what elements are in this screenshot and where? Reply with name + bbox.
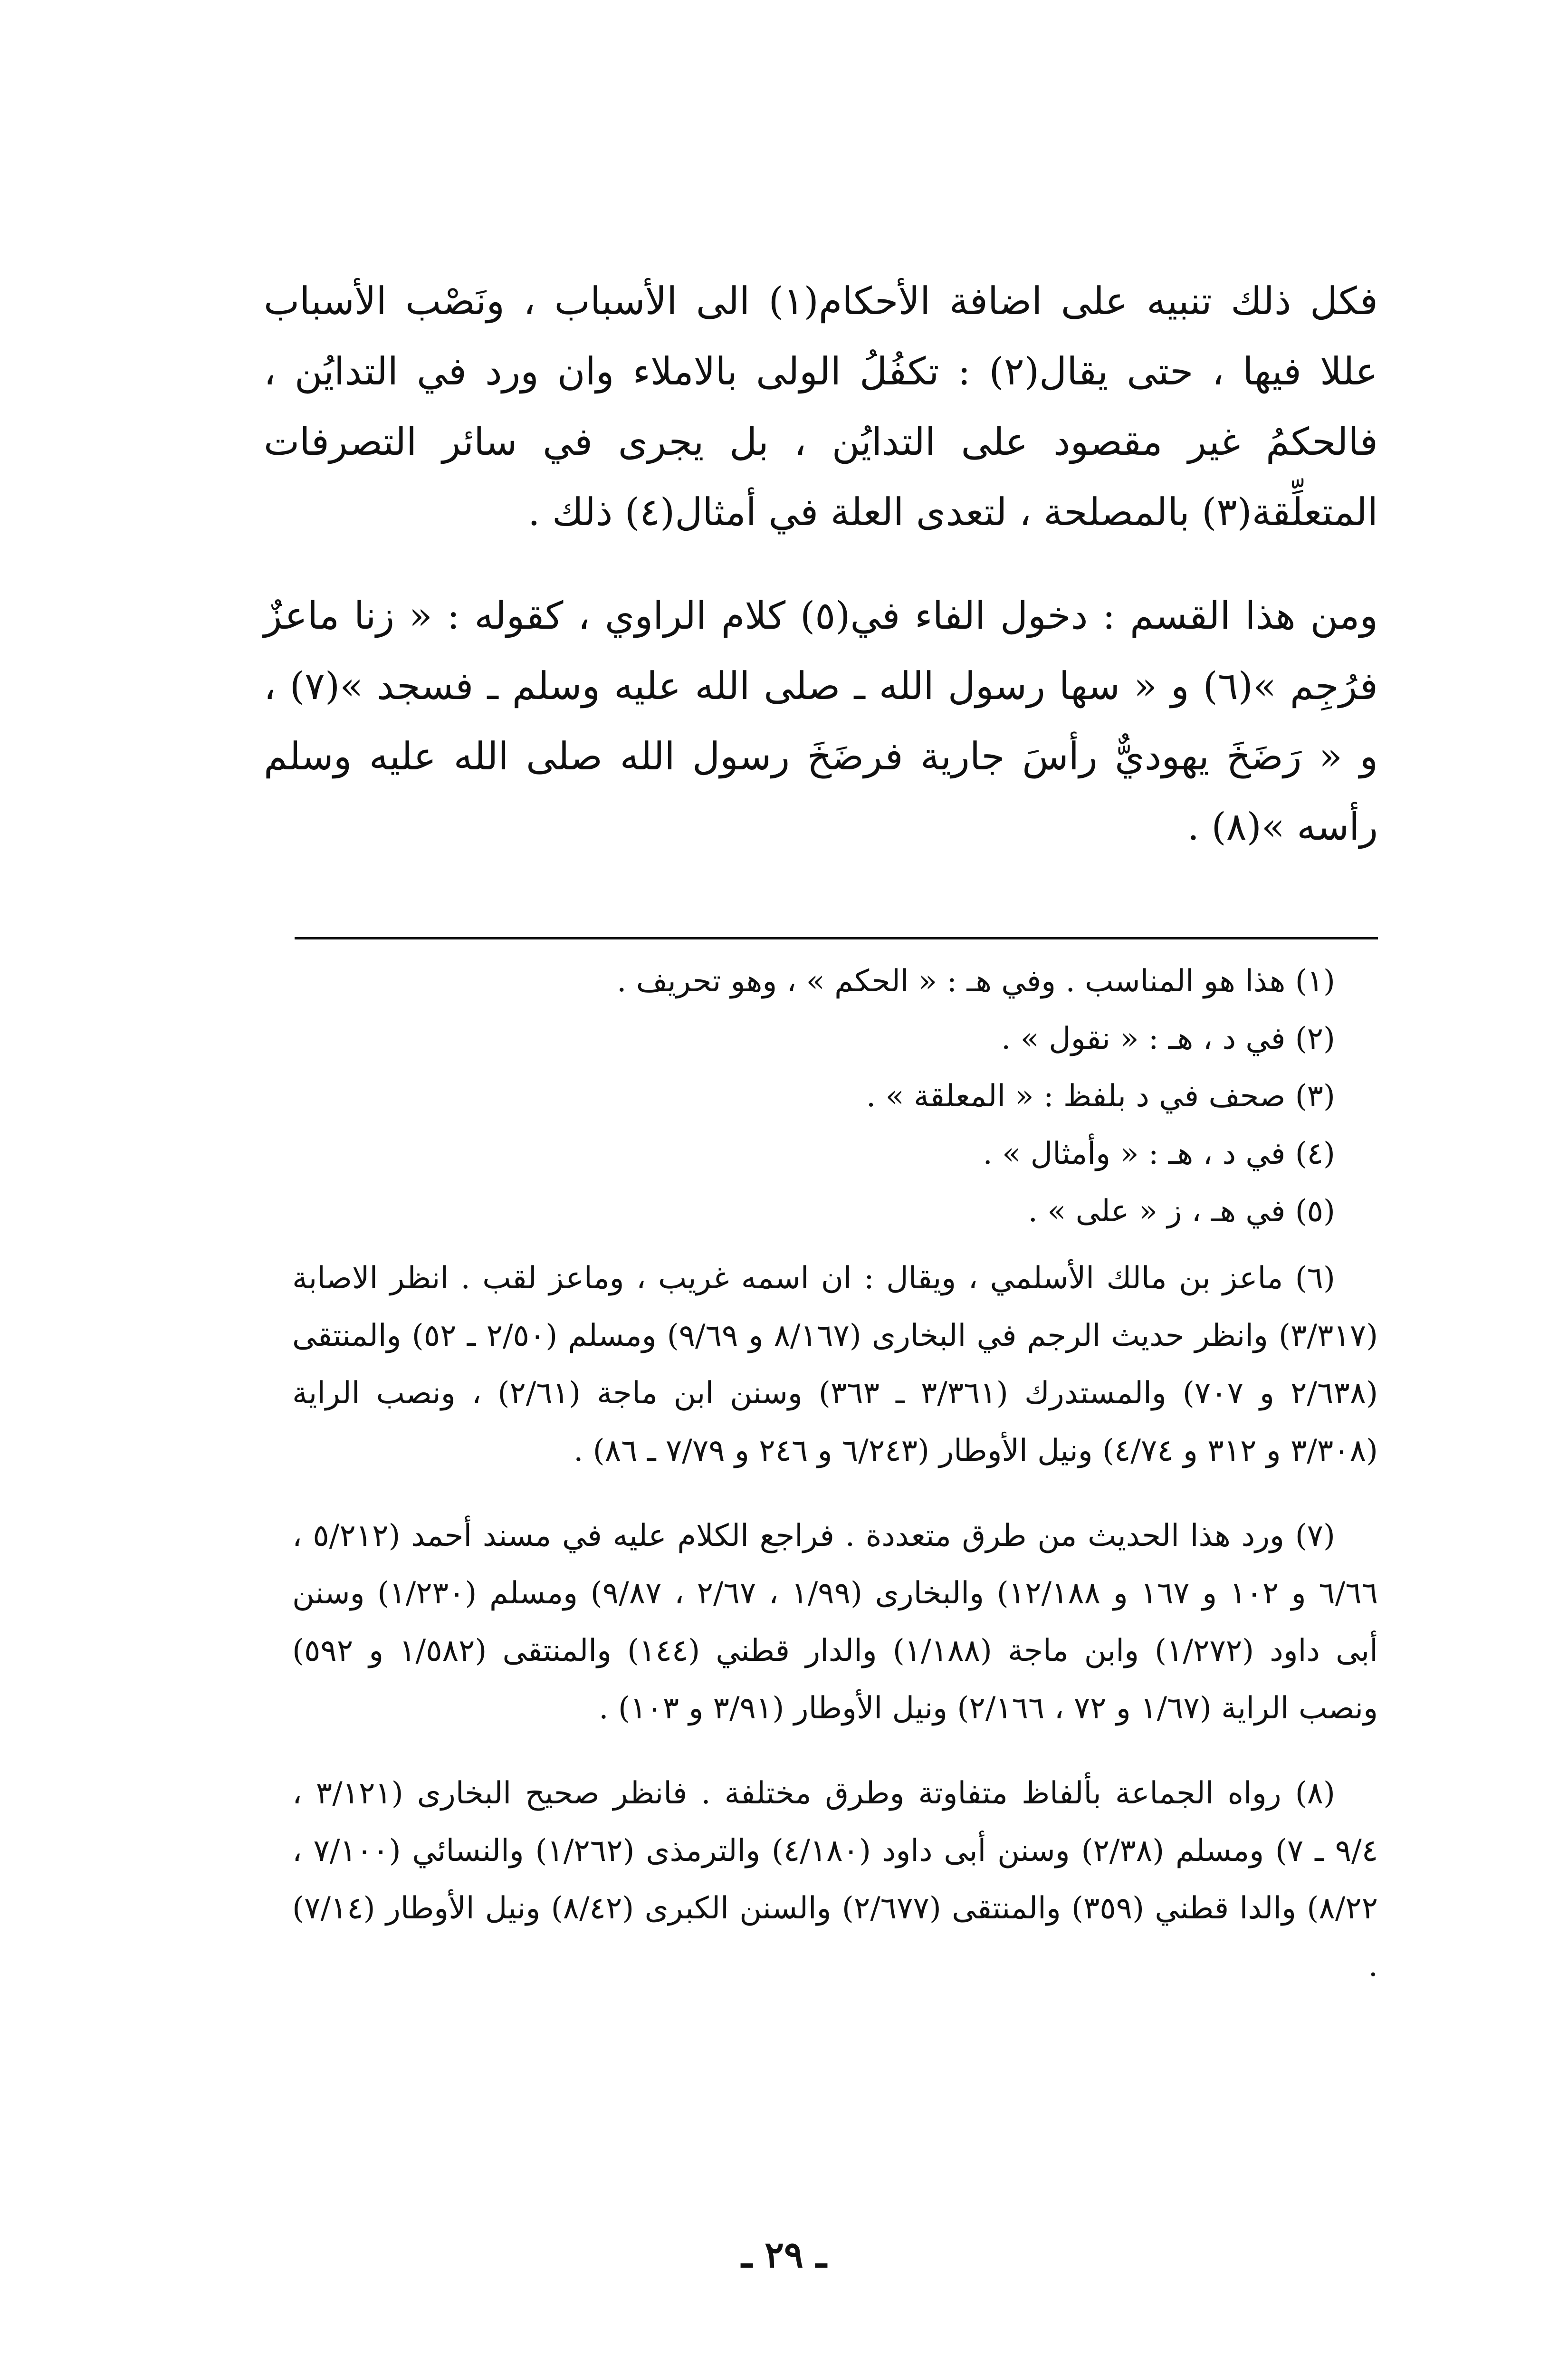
footnote-separator [295, 937, 1378, 939]
footnote: (٥) في هـ ، ز « على » . [1028, 1194, 1335, 1229]
footnote: (٨) رواه الجماعة بألفاظ متفاوتة وطرق مختلفة . فانظر صحيح البخارى (٣/١٢١ ، ٩/٤ ـ ٧) ومسلم (٢/٣٨) وسنن أبى داود (٤/١٨٠) والترمذى (١/٢٦٢) والنسائي (٧/١٠٠ ، ٨/٢٢) والدا قطني (٣٥٩) والمنتقى (٢/٦٧٧) والسنن الكبرى (٨/٤٢) ونيل الأوطار (٧/١٤) . [292, 1776, 1378, 1983]
footnotes [292, 953, 1378, 1995]
footnote: (٤) في د ، هـ : « وأمثال » . [983, 1136, 1335, 1171]
body-paragraph: ومن هذا القسم : دخول الفاء في(٥) كلام الراوي ، كقوله : « زنا ماعزٌ فرُجِم »(٦) و « سها رسول الله ـ صلى الله عليه وسلم ـ فسجد »(٧) ، و « رَضَخَ يهوديٌّ رأسَ جارية فرضَخَ رسول الله صلى الله عليه وسلم رأسه »(٨) . [264, 594, 1378, 849]
footnote: (٢) في د ، هـ : « نقول » . [1001, 1021, 1335, 1056]
footnote: (٦) ماعز بن مالك الأسلمي ، ويقال : ان اسمه غريب ، وماعز لقب . انظر الاصابة (٣/٣١٧) وانظر حديث الرجم في البخارى (٨/١٦٧ و ٩/٦٩) ومسلم (٢/٥٠ ـ ٥٢) والمنتقى (٢/٦٣٨ و ٧٠٧) والمستدرك (٣/٣٦١ ـ ٣٦٣) وسنن ابن ماجة (٢/٦١) ، ونصب الراية (٣/٣٠٨ و ٣١٢ و ٤/٧٤) ونيل الأوطار (٦/٢٤٣ و ٢٤٦ و ٧/٧٩ ـ ٨٦) . [292, 1261, 1378, 1468]
footnote: (٧) ورد هذا الحديث من طرق متعددة . فراجع الكلام عليه في مسند أحمد (٥/٢١٢ ، ٦/٦٦ و ١٠٢ و ١٦٧ و ١٢/١٨٨) والبخارى (١/٩٩ ، ٢/٦٧ ، ٩/٨٧) ومسلم (١/٢٣٠) وسنن أبى داود (١/٢٧٢) وابن ماجة (١/١٨٨) والدار قطني (١٤٤) والمنتقى (١/٥٨٢ و ٥٩٢) ونصب الراية (١/٦٧ و ٧٢ ، ٢/١٦٦) ونيل الأوطار (٣/٩١ و ١٠٣) . [292, 1518, 1378, 1726]
main-text [264, 266, 1378, 862]
footnote: (٣) صحف في د بلفظ : « المعلقة » . [866, 1079, 1335, 1114]
page-number: ـ ٢٩ ـ [741, 2233, 827, 2276]
body-paragraph: فكل ذلك تنبيه على اضافة الأحكام(١) الى الأسباب ، ونَصْب الأسباب عللا فيها ، حتى يقال(٢) : تكفُلُ الولى بالاملاء وان ورد في التدايُن ، فالحكمُ غير مقصود على التدايُن ، بل يجرى في سائر التصرفات المتعلِّقة(٣) بالمصلحة ، لتعدى العلة في أمثال(٤) ذلك . [264, 279, 1378, 534]
footnote: (١) هذا هو المناسب . وفي هـ : « الحكم » ، وهو تحريف . [617, 964, 1335, 999]
